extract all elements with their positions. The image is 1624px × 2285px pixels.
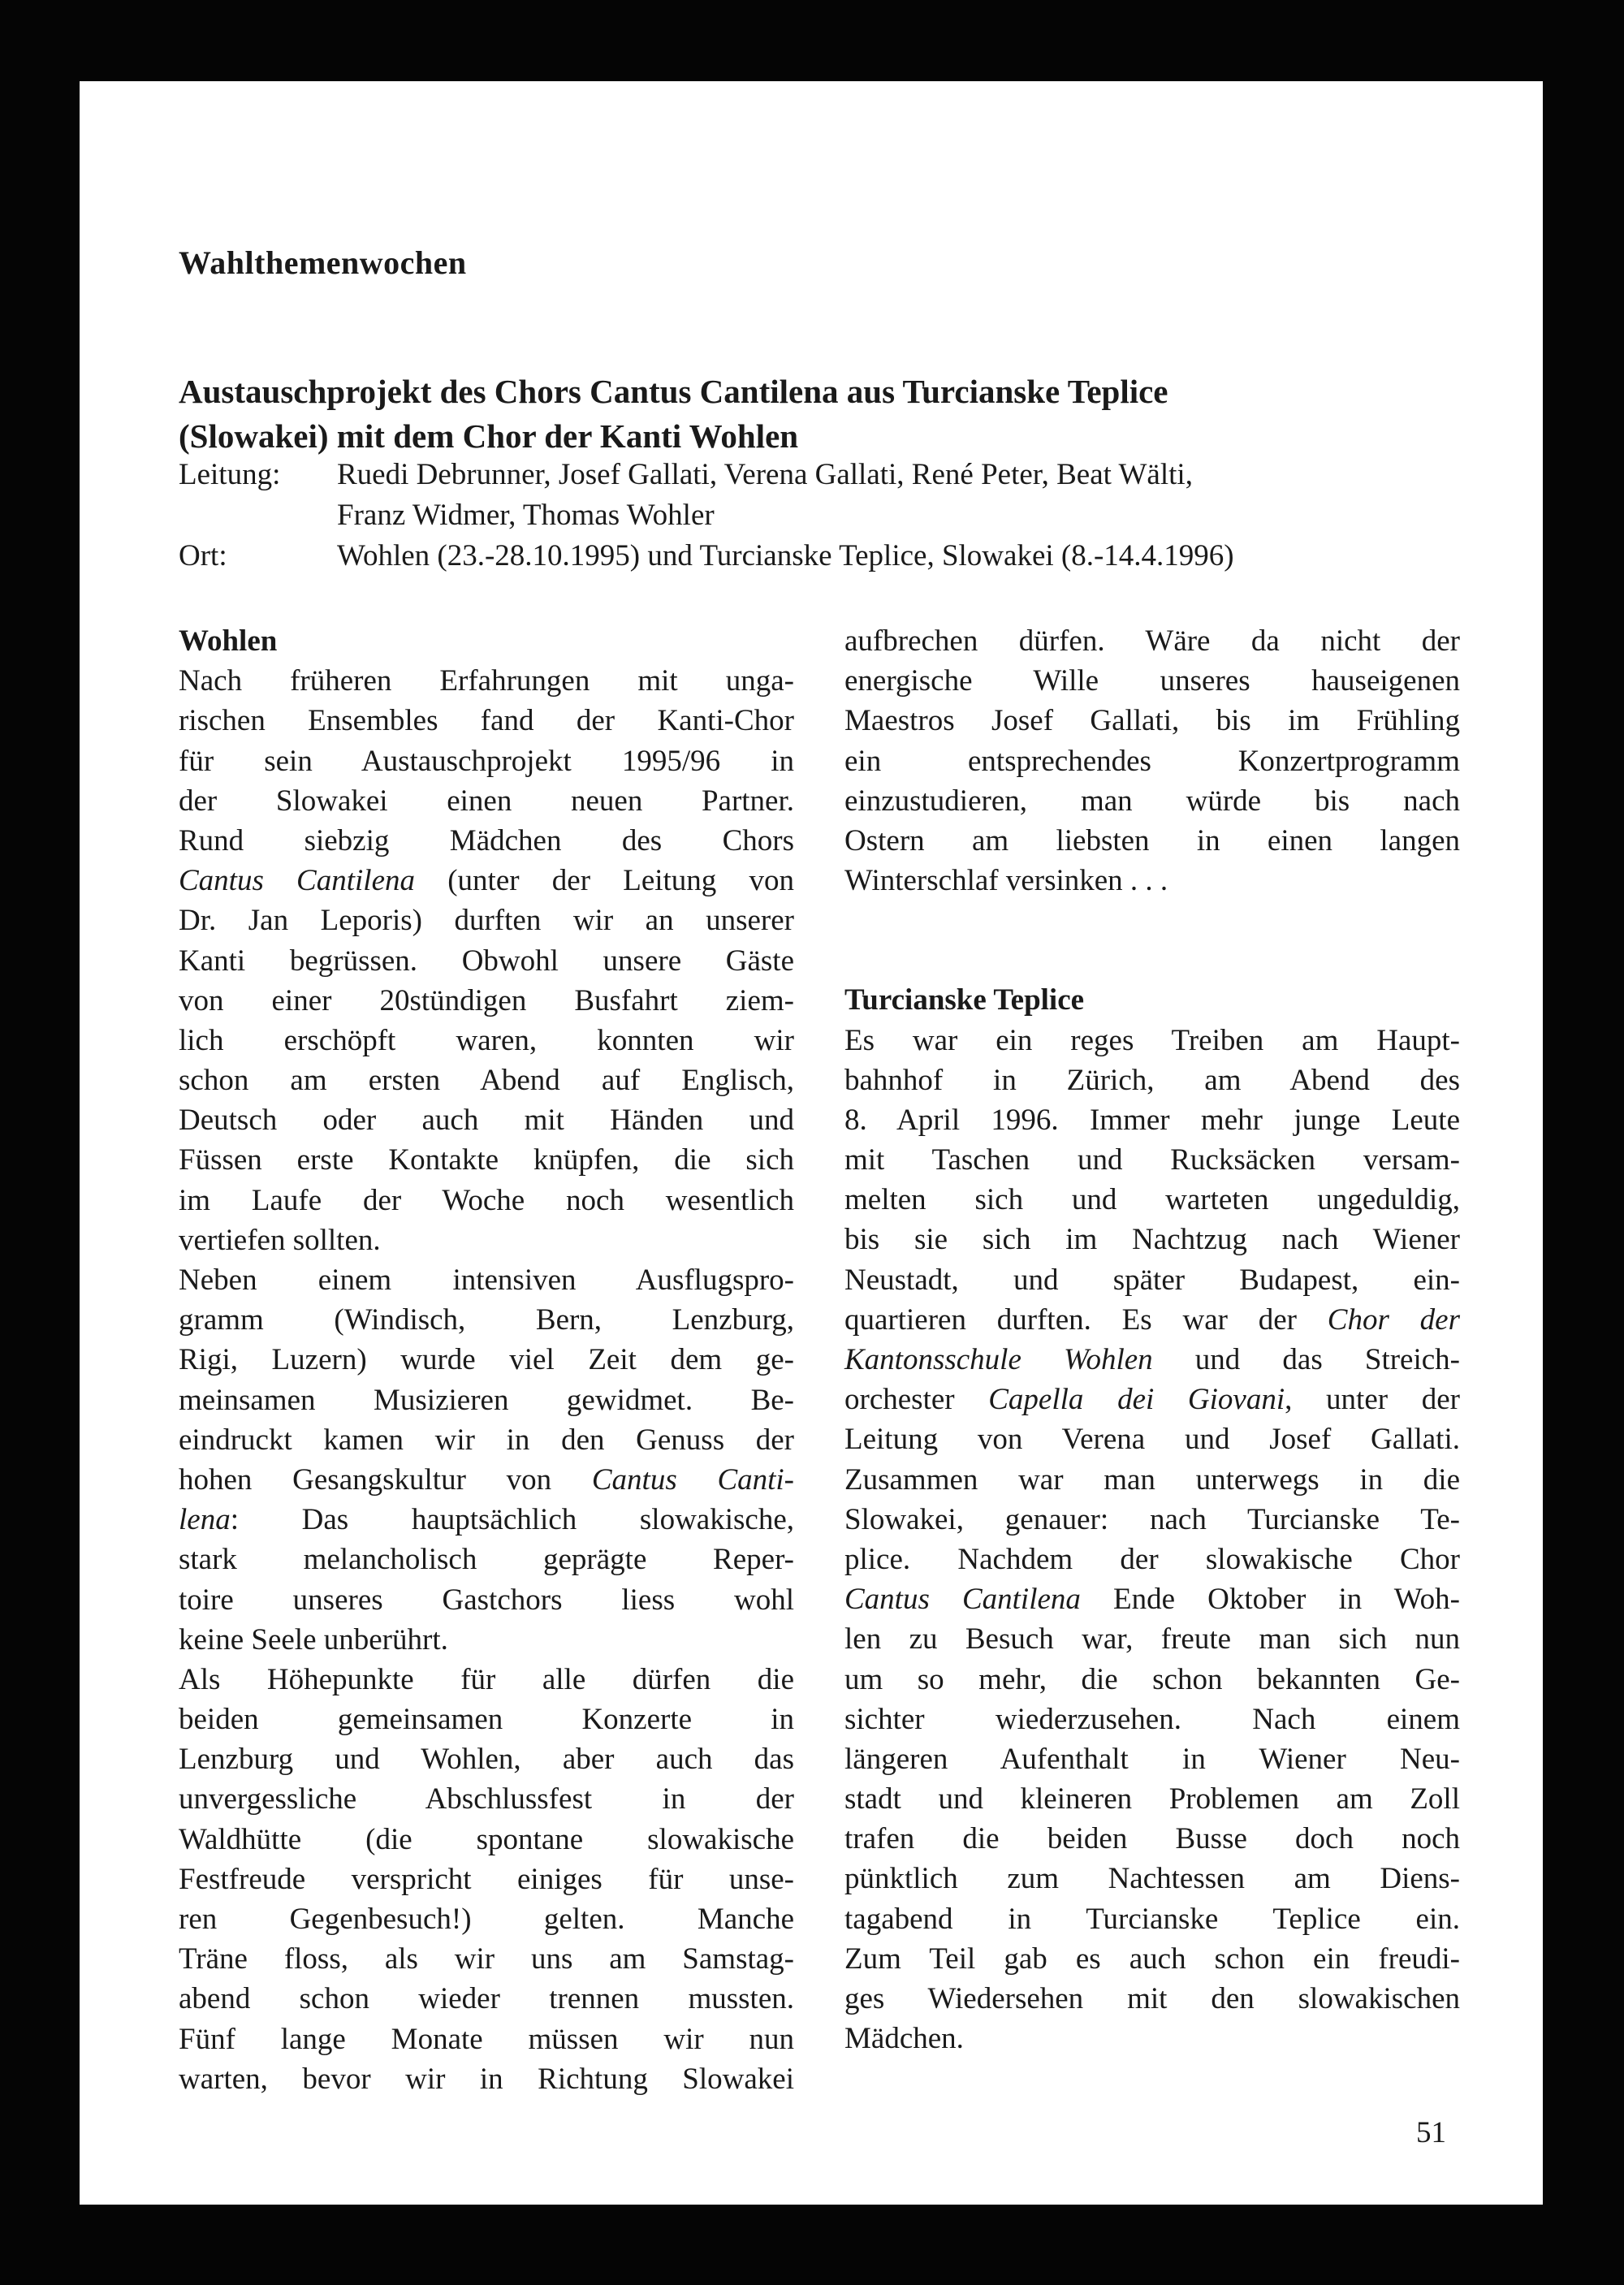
text-line: lich erschöpft waren, konnten wir xyxy=(179,1023,794,1057)
section-heading-wohlen: Wohlen xyxy=(179,624,278,658)
section-heading-turcianske-teplice: Turcianske Teplice xyxy=(844,983,1085,1017)
text-line: bis sie sich im Nachtzug nach Wiener xyxy=(844,1223,1460,1257)
text-line: Winterschlaf versinken . . . xyxy=(844,864,1168,898)
leitung-label: Leitung: xyxy=(179,458,281,491)
leitung-line: Ruedi Debrunner, Josef Gallati, Verena Gallati, René Peter, Beat Wälti, xyxy=(337,458,1193,491)
meta-leitung xyxy=(179,455,1474,536)
document-page xyxy=(80,81,1543,2205)
text-line: Rund siebzig Mädchen des Chors xyxy=(179,823,794,857)
text-line: Träne floss, als wir uns am Samstag- xyxy=(179,1942,794,1976)
italic-title: Kantonsschule Wohlen xyxy=(844,1343,1153,1377)
text-line: für sein Austauschprojekt 1995/96 in xyxy=(179,744,794,778)
text-line: vertiefen sollten. xyxy=(179,1223,381,1257)
text-line: im Laufe der Woche noch wesentlich xyxy=(179,1183,794,1217)
text-line: längeren Aufenthalt in Wiener Neu- xyxy=(844,1742,1460,1776)
text-line: Kantonsschule Wohlen und das Streich- xyxy=(844,1343,1460,1377)
text-line: von einer 20stündigen Busfahrt ziem- xyxy=(179,983,794,1017)
text-line: Kanti begrüssen. Obwohl unsere Gäste xyxy=(179,944,794,978)
article-meta xyxy=(179,455,1474,577)
text-line: toire unseres Gastchors liess wohl xyxy=(179,1583,794,1617)
text-line: schon am ersten Abend auf Englisch, xyxy=(179,1064,794,1098)
text-line: Festfreude verspricht einiges für unse- xyxy=(179,1862,794,1896)
right-column-body xyxy=(844,1021,1460,2059)
text-line: ren Gegenbesuch!) gelten. Manche xyxy=(179,1903,794,1937)
text-line: Cantus Cantilena (unter der Leitung von xyxy=(179,864,794,898)
text-line: Dr. Jan Leporis) durften wir an unserer xyxy=(179,904,794,938)
text-line: bahnhof in Zürich, am Abend des xyxy=(844,1063,1460,1097)
text-line: Als Höhepunkte für alle dürfen die xyxy=(179,1662,794,1696)
text-line: hohen Gesangskultur von Cantus Canti- xyxy=(179,1462,795,1497)
text-line: Zusammen war man unterwegs in die xyxy=(844,1462,1460,1497)
italic-title: Cantus Cantilena xyxy=(179,864,416,898)
text-line: sichter wiederzusehen. Nach einem xyxy=(844,1702,1460,1736)
section-gap xyxy=(844,901,1460,980)
italic-title: Chor der xyxy=(1327,1302,1460,1337)
text-line: Rigi, Luzern) wurde viel Zeit dem ge- xyxy=(179,1343,794,1377)
text-line: unvergessliche Abschlussfest in der xyxy=(179,1782,794,1816)
text-line: melten sich und warteten ungeduldig, xyxy=(844,1183,1460,1217)
text-line: Zum Teil gab es auch schon ein freudi- xyxy=(844,1942,1460,1976)
text-line: um so mehr, die schon bekannten Ge- xyxy=(844,1662,1460,1696)
section-label: Wahlthemenwochen xyxy=(179,244,467,281)
page-number: 51 xyxy=(1416,2116,1446,2149)
text-line: warten, bevor wir in Richtung Slowakei xyxy=(179,2062,794,2096)
text-line: eindruckt kamen wir in den Genuss der xyxy=(179,1423,794,1457)
text-line: Neustadt, und später Budapest, ein- xyxy=(844,1263,1460,1297)
text-line: Nach früheren Erfahrungen mit unga- xyxy=(179,664,794,698)
right-column-intro xyxy=(844,621,1460,901)
text-line: aufbrechen dürfen. Wäre da nicht der xyxy=(844,624,1460,658)
leitung-value xyxy=(337,455,1474,536)
right-column xyxy=(844,621,1460,2058)
text-line: der Slowakei einen neuen Partner. xyxy=(179,784,794,818)
text-line: Lenzburg und Wohlen, aber auch das xyxy=(179,1743,794,1777)
text-line: stark melancholisch geprägte Reper- xyxy=(179,1543,794,1577)
text-line: rischen Ensembles fand der Kanti-Chor xyxy=(179,704,794,738)
left-column-body xyxy=(179,661,794,2099)
text-line: Cantus Cantilena Ende Oktober in Woh- xyxy=(844,1583,1460,1617)
article-title-line: (Slowakei) mit dem Chor der Kanti Wohlen xyxy=(179,417,799,455)
text-line: Deutsch oder auch mit Händen und xyxy=(179,1104,794,1138)
italic-title: Cantus Canti- xyxy=(591,1462,795,1497)
text-line: Füssen erste Kontakte knüpfen, die sich xyxy=(179,1143,794,1177)
text-line: plice. Nachdem der slowakische Chor xyxy=(844,1542,1460,1576)
text-line: stadt und kleineren Problemen am Zoll xyxy=(844,1782,1460,1816)
text-line: energische Wille unseres hauseigenen xyxy=(844,664,1460,698)
text-line: Fünf lange Monate müssen wir nun xyxy=(179,2022,794,2056)
text-line: lena: Das hauptsächlich slowakische, xyxy=(179,1503,794,1537)
text-line: tagabend in Turcianske Teplice ein. xyxy=(844,1902,1460,1936)
text-line: beiden gemeinsamen Konzerte in xyxy=(179,1703,794,1737)
text-line: abend schon wieder trennen mussten. xyxy=(179,1982,794,2016)
left-column xyxy=(179,621,794,2099)
italic-title: Capella dei Giovani xyxy=(988,1383,1285,1417)
text-line: meinsamen Musizieren gewidmet. Be- xyxy=(179,1383,794,1417)
text-line: keine Seele unberührt. xyxy=(179,1622,448,1657)
italic-title: Cantus Cantilena xyxy=(844,1583,1081,1617)
text-line: Waldhütte (die spontane slowakische xyxy=(179,1822,794,1856)
text-line: Mädchen. xyxy=(844,2022,964,2056)
text-line: gramm (Windisch, Bern, Lenzburg, xyxy=(179,1303,794,1337)
text-line: ein entsprechendes Konzertprogramm xyxy=(844,744,1460,778)
text-line: Es war ein reges Treiben am Haupt- xyxy=(844,1023,1460,1057)
text-line: trafen die beiden Busse doch noch xyxy=(844,1822,1460,1856)
text-line: Slowakei, genauer: nach Turcianske Te- xyxy=(844,1502,1460,1536)
text-line: pünktlich zum Nachtessen am Diens- xyxy=(844,1862,1460,1896)
text-line: mit Taschen und Rucksäcken versam- xyxy=(844,1143,1460,1177)
text-line: quartieren durften. Es war der Chor der xyxy=(844,1302,1460,1337)
text-line: Neben einem intensiven Ausflugspro- xyxy=(179,1263,794,1298)
italic-title: lena xyxy=(179,1503,231,1537)
text-line: einzustudieren, man würde bis nach xyxy=(844,784,1460,818)
text-line: Leitung von Verena und Josef Gallati. xyxy=(844,1423,1460,1457)
text-line: Maestros Josef Gallati, bis im Frühling xyxy=(844,704,1460,738)
text-line: 8. April 1996. Immer mehr junge Leute xyxy=(844,1103,1460,1137)
text-line: ges Wiedersehen mit den slowakischen xyxy=(844,1982,1460,2016)
meta-ort xyxy=(179,536,1474,577)
article-title-line: Austauschprojekt des Chors Cantus Cantilena aus Turcianske Teplice xyxy=(179,373,1168,410)
text-line: Ostern am liebsten in einen langen xyxy=(844,823,1460,857)
ort-label: Ort: xyxy=(179,539,227,572)
leitung-line: Franz Widmer, Thomas Wohler xyxy=(337,499,715,532)
text-line: len zu Besuch war, freute man sich nun xyxy=(844,1622,1460,1657)
article-title xyxy=(179,369,1478,459)
text-line: orchester Capella dei Giovani, unter der xyxy=(844,1383,1460,1417)
ort-value: Wohlen (23.-28.10.1995) und Turcianske Teplice, Slowakei (8.-14.4.1996) xyxy=(337,539,1234,572)
